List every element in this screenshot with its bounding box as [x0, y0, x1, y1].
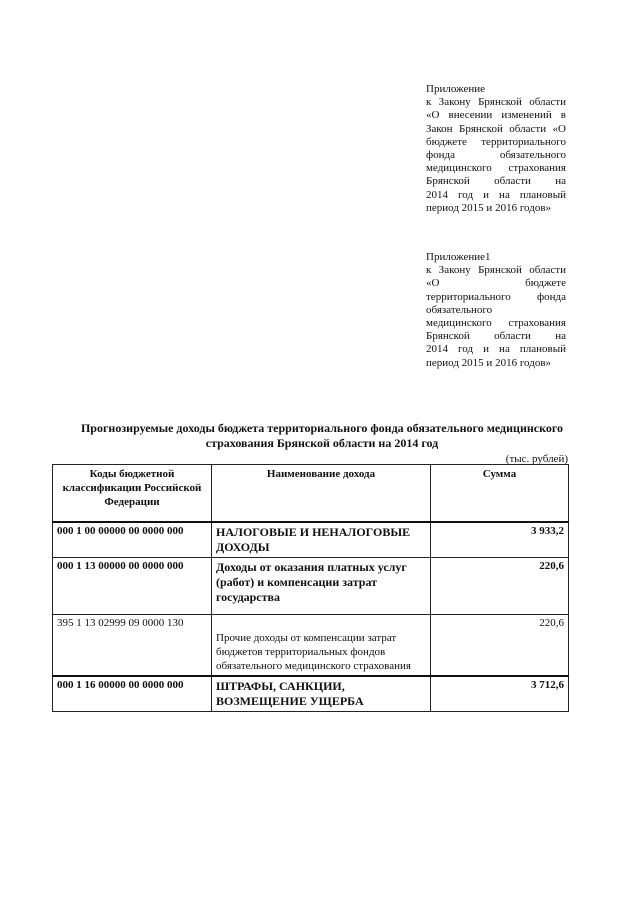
row-code: 000 1 13 00000 00 0000 000 — [53, 558, 212, 615]
table-row — [53, 522, 569, 558]
row-name: НАЛОГОВЫЕ И НЕНАЛОГОВЫЕ ДОХОДЫ — [212, 522, 431, 558]
row-code: 000 1 00 00000 00 0000 000 — [53, 522, 212, 558]
row-sum: 220,6 — [431, 558, 569, 615]
row-name: Доходы от оказания платных услуг (работ) и компенсации затрат государства — [212, 558, 431, 615]
row-sum: 3 712,6 — [431, 676, 569, 712]
appendix-line: фонда обязательного — [426, 149, 566, 162]
appendix-line: медицинского страхования — [426, 317, 566, 330]
appendix-line: бюджете территориального — [426, 135, 566, 148]
appendix-line: обязательного — [426, 303, 493, 316]
header-name: Наименование дохода — [212, 465, 431, 523]
units-note: (тыс. рублей) — [505, 453, 568, 465]
appendix-line: к Закону Брянской области — [426, 264, 566, 277]
appendix-line: Брянской области на — [426, 330, 566, 343]
table-header-row — [53, 465, 569, 523]
appendix-note-1 — [426, 83, 566, 215]
appendix-line: период 2015 и 2016 годов» — [426, 356, 552, 369]
appendix-line: 2014 год и на плановый — [426, 343, 566, 356]
header-code: Коды бюджетной классификации Российской Федерации — [53, 465, 212, 523]
row-code: 395 1 13 02999 09 0000 130 — [53, 615, 212, 677]
appendix-line: Приложение — [426, 83, 486, 95]
row-code: 000 1 16 00000 00 0000 000 — [53, 676, 212, 712]
row-sum: 220,6 — [431, 615, 569, 677]
appendix-line: 2014 год и на плановый — [426, 188, 566, 201]
table-row — [53, 558, 569, 615]
appendix-line: «О бюджете — [426, 277, 566, 290]
table-row — [53, 676, 569, 712]
appendix-line: «О внесении изменений в — [426, 109, 566, 122]
row-sum: 3 933,2 — [431, 522, 569, 558]
row-name: ШТРАФЫ, САНКЦИИ, ВОЗМЕЩЕНИЕ УЩЕРБА — [212, 676, 431, 712]
title-line-2: страхования Брянской области на 2014 год — [205, 436, 439, 450]
document-title — [52, 421, 592, 451]
appendix-line: Брянской области на — [426, 175, 566, 188]
appendix-line: Приложение1 — [426, 251, 491, 263]
appendix-line: территориального фонда — [426, 290, 566, 303]
header-sum: Сумма — [431, 465, 569, 523]
revenue-table — [52, 464, 569, 712]
table-row — [53, 615, 569, 677]
appendix-line: к Закону Брянской области — [426, 96, 566, 109]
row-name: Прочие доходы от компенсации затрат бюджетов территориальных фондов обязательного медицинского страхования — [212, 615, 431, 677]
title-line-1: Прогнозируемые доходы бюджета территориального фонда обязательного медицинского — [80, 421, 564, 435]
appendix-line: медицинского страхования — [426, 162, 566, 175]
appendix-line: период 2015 и 2016 годов» — [426, 201, 552, 214]
appendix-line: Закон Брянской области «О — [426, 122, 566, 135]
appendix-note-2 — [426, 251, 566, 370]
